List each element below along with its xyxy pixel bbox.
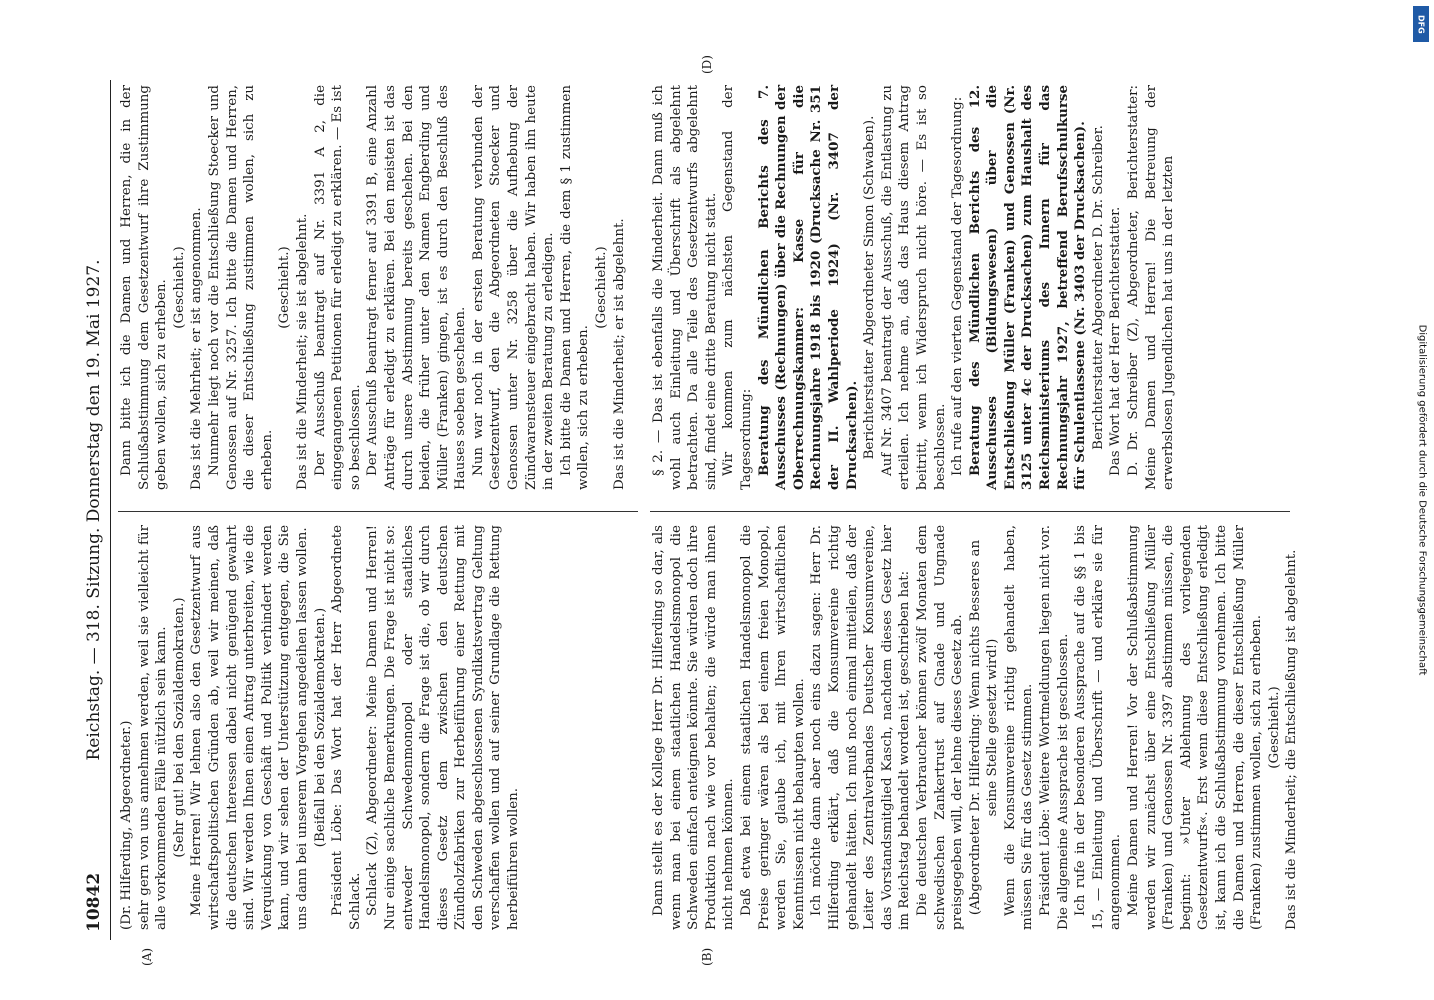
paragraph: Dann stellt es der Kollege Herr Dr. Hilferding so dar, als wenn man bei einem staatlichen Handelsmonopol die Schweden einfach enteignen könnte. Sie würden doch ihre Produktion nach wie vor behalten; die würde man ihnen nicht nehmen können. bbox=[651, 525, 737, 930]
right-column-bottom bbox=[650, 85, 1290, 490]
paragraph: Der Ausschuß beantragt ferner auf 3391 B, eine Anzahl Anträge für erledigt zu erklären. Bei den meisten ist das durch unsere Abstimmung bereits geschehen. Bei den beiden, die früher unter den Namen Engberding und Müller (Franken) gingen, ist es durch den Beschluß des Hauses soeben geschehen. bbox=[365, 85, 469, 490]
stage-direction: (Beifall bei den Sozialdemokraten.) bbox=[312, 607, 328, 848]
left-column-bottom bbox=[650, 525, 1300, 930]
left-column-top bbox=[118, 525, 638, 930]
paragraph: Nun war noch in der ersten Beratung verbunden der Gesetzentwurf, den die Abgeordneten Stoecker und Genossen unter Nr. 3258 über die Aufhebung der Zündwarensteuer eingebracht haben. Wir haben ihn heute in der zweiten Beratung zu erledigen. bbox=[470, 85, 557, 490]
paragraph: Ich rufe in der besonderen Aussprache auf die §§ 1 bis 15, — Einleitung und Überschrift — und erkläre sie für angenommen. bbox=[1073, 525, 1124, 930]
paragraph: Ich bitte die Damen und Herren, die dem § 1 zustimmen wollen, sich zu erheben. bbox=[558, 85, 592, 490]
column-divider bbox=[118, 511, 638, 512]
page-title: Reichstag. — 318. Sitzung. Donnerstag den 19. Mai 1927. bbox=[84, 259, 104, 761]
margin-marker-a: (A) bbox=[140, 947, 154, 966]
paragraph: Daß etwa bei einem staatlichen Handelsmonopol die Preise geringer wären als bei einem freien Monopol, werden Sie, glaube ich, mit Ihren wirtschaftlichen Kenntnissen nicht behaupten wollen. bbox=[738, 525, 807, 930]
paragraph: Das ist die Mehrheit; er ist angenommen. bbox=[189, 207, 205, 490]
paragraph: Meine Herren! Wir lehnen also den Gesetzentwurf aus wirtschaftspolitischen Gründen ab, weil wir meinen, daß die deutschen Interessen dabei nicht genügend gewahrt sind. Wir werden Ihnen einen Antrag unterbreiten, wie die Verquickung von Geschäft und Politik verhindert werden kann, und wir sehen der Unterstützung entgegen, die Sie uns dann bei unserem Vorgehen angedeihen lassen wollen. bbox=[189, 525, 310, 930]
paragraph: § 2. — Das ist ebenfalls die Minderheit. Dann muß ich wohl auch Einleitung und Überschrift als abgelehnt betrachten. Da alle Teile des Gesetzentwurfs abgelehnt sind, findet eine dritte Beratung nicht statt. bbox=[651, 85, 719, 490]
paragraph: Das ist die Minderheit; die Entschließung ist abgelehnt. bbox=[1284, 549, 1300, 930]
paragraph: Meine Damen und Herren! Vor der Schlußabstimmung werden wir zunächst über eine Entschließung Müller (Franken) und Genossen Nr. 3397 abstimmen müssen, die beginnt: »Unter Ablehnung des vorliegenden Gesetzentwurfs«. Erst wenn diese Entschließung erledigt ist, kann ich die Schlußabstimmung vornehmen. Ich bitte die Damen und Herren, die dieser Entschließung Müller (Franken) zustimmen wollen, sich zu erheben. bbox=[1126, 525, 1265, 930]
margin-marker-d: (D) bbox=[700, 55, 714, 74]
digitization-note: Digitalisierung gefördert durch die Deutsche Forschungsgemeinschaft bbox=[1416, 324, 1428, 676]
rapporteur: Berichterstatter Abgeordneter Simon (Schwaben). bbox=[862, 115, 878, 460]
paragraph: Ich rufe auf den vierten Gegenstand der Tagesordnung: bbox=[950, 96, 966, 476]
stage-direction: (Geschieht.) bbox=[1266, 686, 1282, 769]
rotated-page bbox=[80, 55, 1300, 966]
page-header bbox=[80, 80, 111, 940]
stage-direction: (Geschieht.) bbox=[171, 246, 187, 329]
stage-direction: (Abgeordneter Dr. Hilferding: Wenn nichts Besseres an seine Stelle gesetzt wird!) bbox=[967, 539, 1001, 916]
paragraph: Das ist die Minderheit; sie ist abgelehnt. bbox=[294, 213, 310, 490]
column-divider bbox=[650, 511, 1290, 512]
agenda-item: Beratung des Mündlichen Berichts des 7. Ausschusses (Rechnungen) über die Rechnungen der Oberrechnungskammer: Kasse für die Rechnungsjahre 1918 bis 1920 (Drucksache Nr. 351 der II. Wahlperiode 1924) (Nr. 3407 der Drucksachen). bbox=[755, 85, 860, 490]
paragraph: Ich möchte dann aber noch eins dazu sagen: Herr Dr. Hilferding erklärt, daß die Konsumvereine richtig gehandelt hätten. Ich muß noch einmal mitteilen, daß der Leiter des Zentralverbandes Deutscher Konsumvereine, das Vorstandsmitglied Kasch, nachdem dieses Gesetz hier im Reichstag behandelt worden ist, geschrieben hat: bbox=[809, 525, 913, 930]
agenda-item: Beratung des Mündlichen Berichts des 12. Ausschusses (Bildungswesen) über die Entschließung Müller (Franken) und Genossen (Nr. 3125 unter 4c der Drucksachen) zum Haushalt des Reichsministeriums des Innern für das Rechnungsjahr 1927, betreffend Berufsschulkurse für Schulentlassene (Nr. 3403 der Drucksachen). bbox=[966, 85, 1089, 490]
paragraph: Nunmehr liegt noch vor die Entschließung Stoecker und Genossen auf Nr. 3257. Ich bitte die Damen und Herren, die dieser Entschließung zustimmen wollen, sich zu erheben. bbox=[206, 85, 275, 490]
paragraph: Schlack (Z), Abgeordneter: Meine Damen und Herren! Nur einige sachliche Bemerkungen. Die Frage ist nicht so: entweder Schwedenmonopol oder staatliches Handelsmonopol, sondern die Frage ist die, ob wir durch dieses Gesetz dem zwischen den deutschen Zündholzfabriken zur Herbeiführung einer Rettung mit den Schweden abgeschlossenen Syndikatsvertrag Geltung verschaffen wollen und auf seiner Grundlage die Rettung herbeiführen wollen. bbox=[365, 525, 522, 930]
rapporteur: Berichterstatter Abgeordneter D. Dr. Schreiber. bbox=[1090, 125, 1106, 450]
dfg-logo: DFG bbox=[1413, 6, 1429, 42]
paragraph: Auf Nr. 3407 beantragt der Ausschuß, die Entlastung zu erteilen. Ich nehme an, daß das Haus diesem Antrag beitritt, wenn ich Widerspruch nicht höre. — Es ist so beschlossen. bbox=[879, 85, 948, 490]
paragraph: Der Ausschuß beantragt auf Nr. 3391 A 2, die eingegangenen Petitionen für erledigt zu erklären. — Es ist so beschlossen. bbox=[312, 85, 363, 490]
paragraph: sehr gern von uns annehmen werden, weil sie vielleicht für alle vorkommenden Fälle nützlich sein kann. bbox=[136, 525, 170, 930]
speaker-continuation: (Dr. Hilferding, Abgeordneter.) bbox=[119, 720, 134, 930]
stage-direction: (Geschieht.) bbox=[594, 246, 610, 329]
paragraph: Wir kommen zum nächsten Gegenstand der Tagesordnung: bbox=[721, 85, 754, 490]
paragraph: D. Dr. Schreiber (Z), Abgeordneter, Berichterstatter: Meine Damen und Herren! Die Betreuung der erwerbslosen Jugendlichen hat uns in der letzten bbox=[1126, 85, 1177, 490]
stage-direction: (Sehr gut! bei den Sozialdemokraten.) bbox=[171, 597, 187, 858]
paragraph: Wenn die Konsumvereine richtig gehandelt haben, müssen Sie für das Gesetz stimmen. bbox=[1002, 525, 1036, 930]
paragraph: Das Wort hat der Herr Berichterstatter. bbox=[1108, 206, 1124, 476]
paragraph: Präsident Löbe: Das Wort hat der Herr Abgeordnete Schlack. bbox=[330, 525, 363, 930]
page-number: 10842 bbox=[84, 872, 104, 932]
paragraph: Das ist die Minderheit; er ist abgelehnt. bbox=[611, 218, 627, 490]
paragraph: Präsident Löbe: Weitere Wortmeldungen liegen nicht vor. Die allgemeine Aussprache ist geschlossen. bbox=[1038, 525, 1071, 930]
paragraph: Dann bitte ich die Damen und Herren, die in der Schlußabstimmung dem Gesetzentwurf ihre Zustimmung geben wollen, sich zu erheben. bbox=[119, 85, 170, 490]
quotation: Die deutschen Verbraucher können zwölf Monaten dem schwedischen Zankertrust auf Gnade und Ungnade preisgegeben will, der lehne dieses Gesetz ab. bbox=[914, 525, 966, 930]
stage-direction: (Geschieht.) bbox=[277, 246, 293, 329]
margin-marker-b: (B) bbox=[700, 947, 714, 966]
right-column-top bbox=[118, 85, 638, 490]
